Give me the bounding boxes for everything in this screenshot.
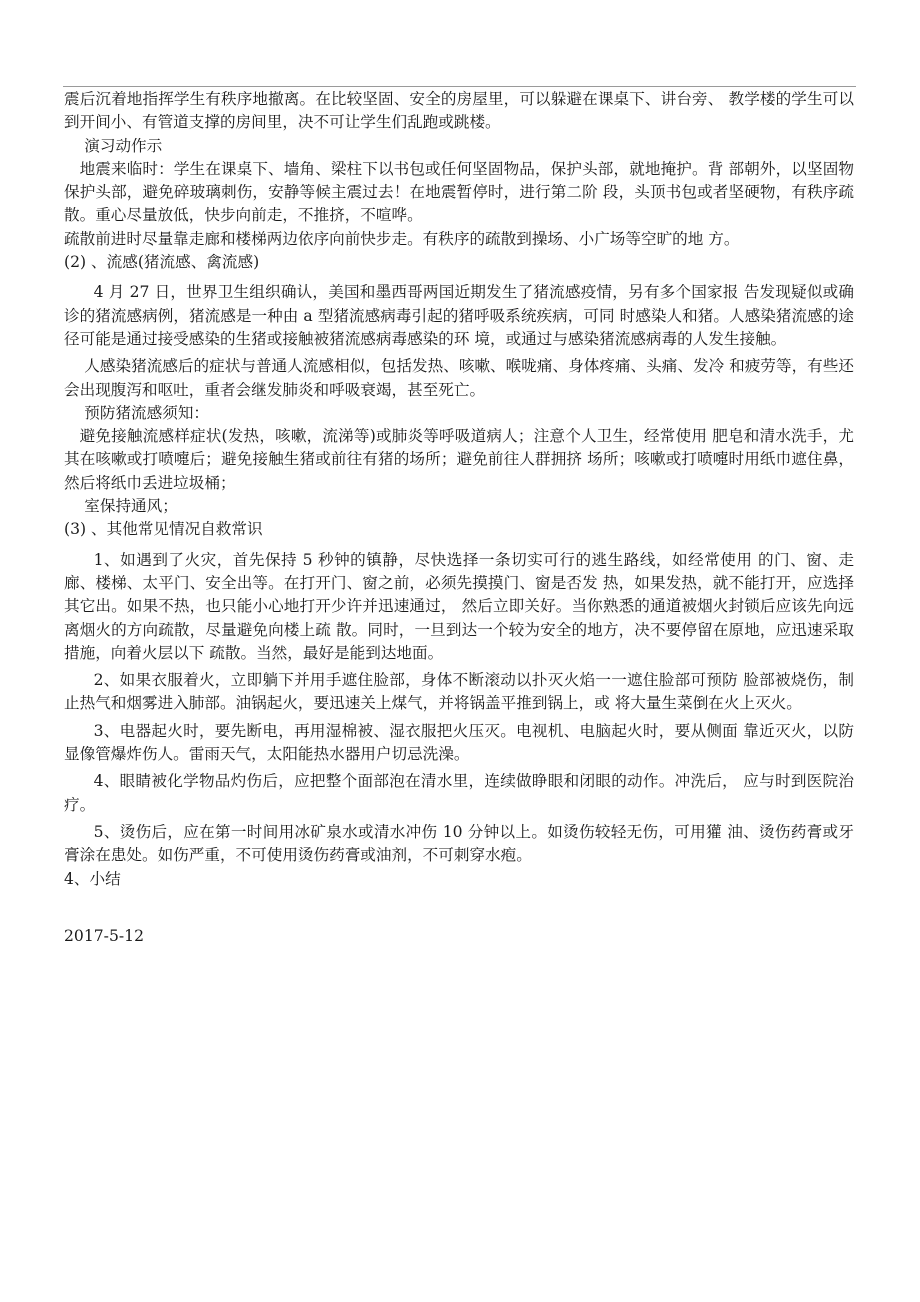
section-heading-self-rescue: (3) 、其他常见情况自救常识 (64, 520, 263, 539)
paragraph-evacuation: 震后沉着地指挥学生有秩序地撤离。在比较坚固、安全的房屋里，可以躲避在课桌下、讲台旁、 教学楼的学生可以到开间小、有管道支撑的房间里，决不可让学生们乱跑或跳楼。 (64, 90, 854, 132)
paragraph-fire-escape: 1、如遇到了火灾，首先保持 5 秒钟的镇静，尽快选择一条切实可行的逃生路线，如经常使用 的门、窗、走廊、楼梯、太平门、安全出等。在打开门、窗之前，必须先摸摸门、窗是否发 热，如果发热，就不能打开，应选择其它出。如果不热，也只能小心地打开少许并迅速通过， 然后立即关好。当你熟悉的通道被烟火封锁后应该先向远离烟火的方向疏散，尽量避免向楼上疏 散。同时，一旦到达一个较为安全的地方，决不要停留在原地，应迅速采取措施，向着火层以下 疏散。当然，最好是能到达地面。 (64, 550, 854, 662)
header-rule (63, 86, 856, 87)
section-heading-flu: (2) 、流感(猪流感、禽流感) (64, 253, 260, 272)
paragraph-chemical-burn: 4、眼睛被化学物品灼伤后，应把整个面部泡在清水里，连续做睁眼和闭眼的动作。冲洗后， 应与时到医院治疗。 (64, 772, 854, 814)
paragraph-flu-prevention: 避免接触流感样症状(发热，咳嗽，流涕等)或肺炎等呼吸道病人；注意个人卫生，经常使用 肥皂和清水洗手，尤其在咳嗽或打喷嚏后；避免接触生猪或前往有猪的场所；避免前往人群拥挤 场所；咳嗽或打喷嚏时用纸巾遮住鼻，然后将纸巾丢进垃圾桶； (64, 427, 854, 492)
paragraph-flu-symptoms: 人感染猪流感后的症状与普通人流感相似，包括发热、咳嗽、喉咙痛、身体疼痛、头痛、发冷 和疲劳等，有些还会出现腹泻和呕吐，重者会继发肺炎和呼吸衰竭，甚至死亡。 (64, 357, 854, 399)
section-heading-summary: 4、小结 (64, 869, 121, 888)
drill-title: 演习动作示 (84, 136, 163, 155)
paragraph-electrical-fire: 3、电器起火时，要先断电，再用湿棉被、湿衣服把火压灭。电视机、电脑起火时，要从侧面 靠近灭火，以防显像管爆炸伤人。雷雨天气，太阳能热水器用户切忌洗澡。 (64, 721, 854, 764)
paragraph-flu-intro: 4 月 27 日，世界卫生组织确认，美国和墨西哥两国近期发生了猪流感疫情，另有多个国家报 告发现疑似或确诊的猪流感病例，猪流感是一种由 a 型猪流感病毒引起的猪呼吸系统疾病，可同 时感染人和猪。人感染猪流感的途径可能是通过接受感染的生猪或接触被猪流感病毒感染的环 境，或通过与感染猪流感病毒的人发生接触。 (64, 283, 854, 348)
paragraph-clothes-fire: 2、如果衣服着火，立即躺下并用手遮住脸部，身体不断滚动以扑灭火焰一一遮住脸部可预防 脸部被烧伤，制止热气和烟雾进入肺部。油锅起火，要迅速关上煤气，并将锅盖平推到锅上，或 将大量生菜倒在火上灭火。 (64, 671, 854, 713)
document-date: 2017-5-12 (64, 926, 144, 945)
paragraph-evacuation-route: 疏散前进时尽量靠走廊和楼梯两边依序向前快步走。有秩序的疏散到操场、小广场等空旷的地 方。 (64, 229, 740, 248)
paragraph-scald: 5、烫伤后，应在第一时间用冰矿泉水或清水冲伤 10 分钟以上。如烫伤较轻无伤，可用獾 油、烫伤药膏或牙膏涂在患处。如伤严重，不可使用烫伤药膏或油剂，不可刺穿水疱。 (64, 822, 854, 865)
prevention-title: 预防猪流感须知： (84, 403, 210, 422)
paragraph-ventilation: 室保持通风； (84, 497, 178, 516)
paragraph-earthquake-drill: 地震来临时：学生在课桌下、墙角、梁柱下以书包或任何坚固物品，保护头部，就地掩护。背 部朝外，以坚固物保护头部，避免碎玻璃刺伤，安静等候主震过去！在地震暂停时，进行第二阶 段，头顶书包或者坚硬物，有秩序疏散。重心尽量放低，快步向前走，不推挤，不喧哗。 (64, 159, 854, 225)
document-body (64, 88, 854, 948)
